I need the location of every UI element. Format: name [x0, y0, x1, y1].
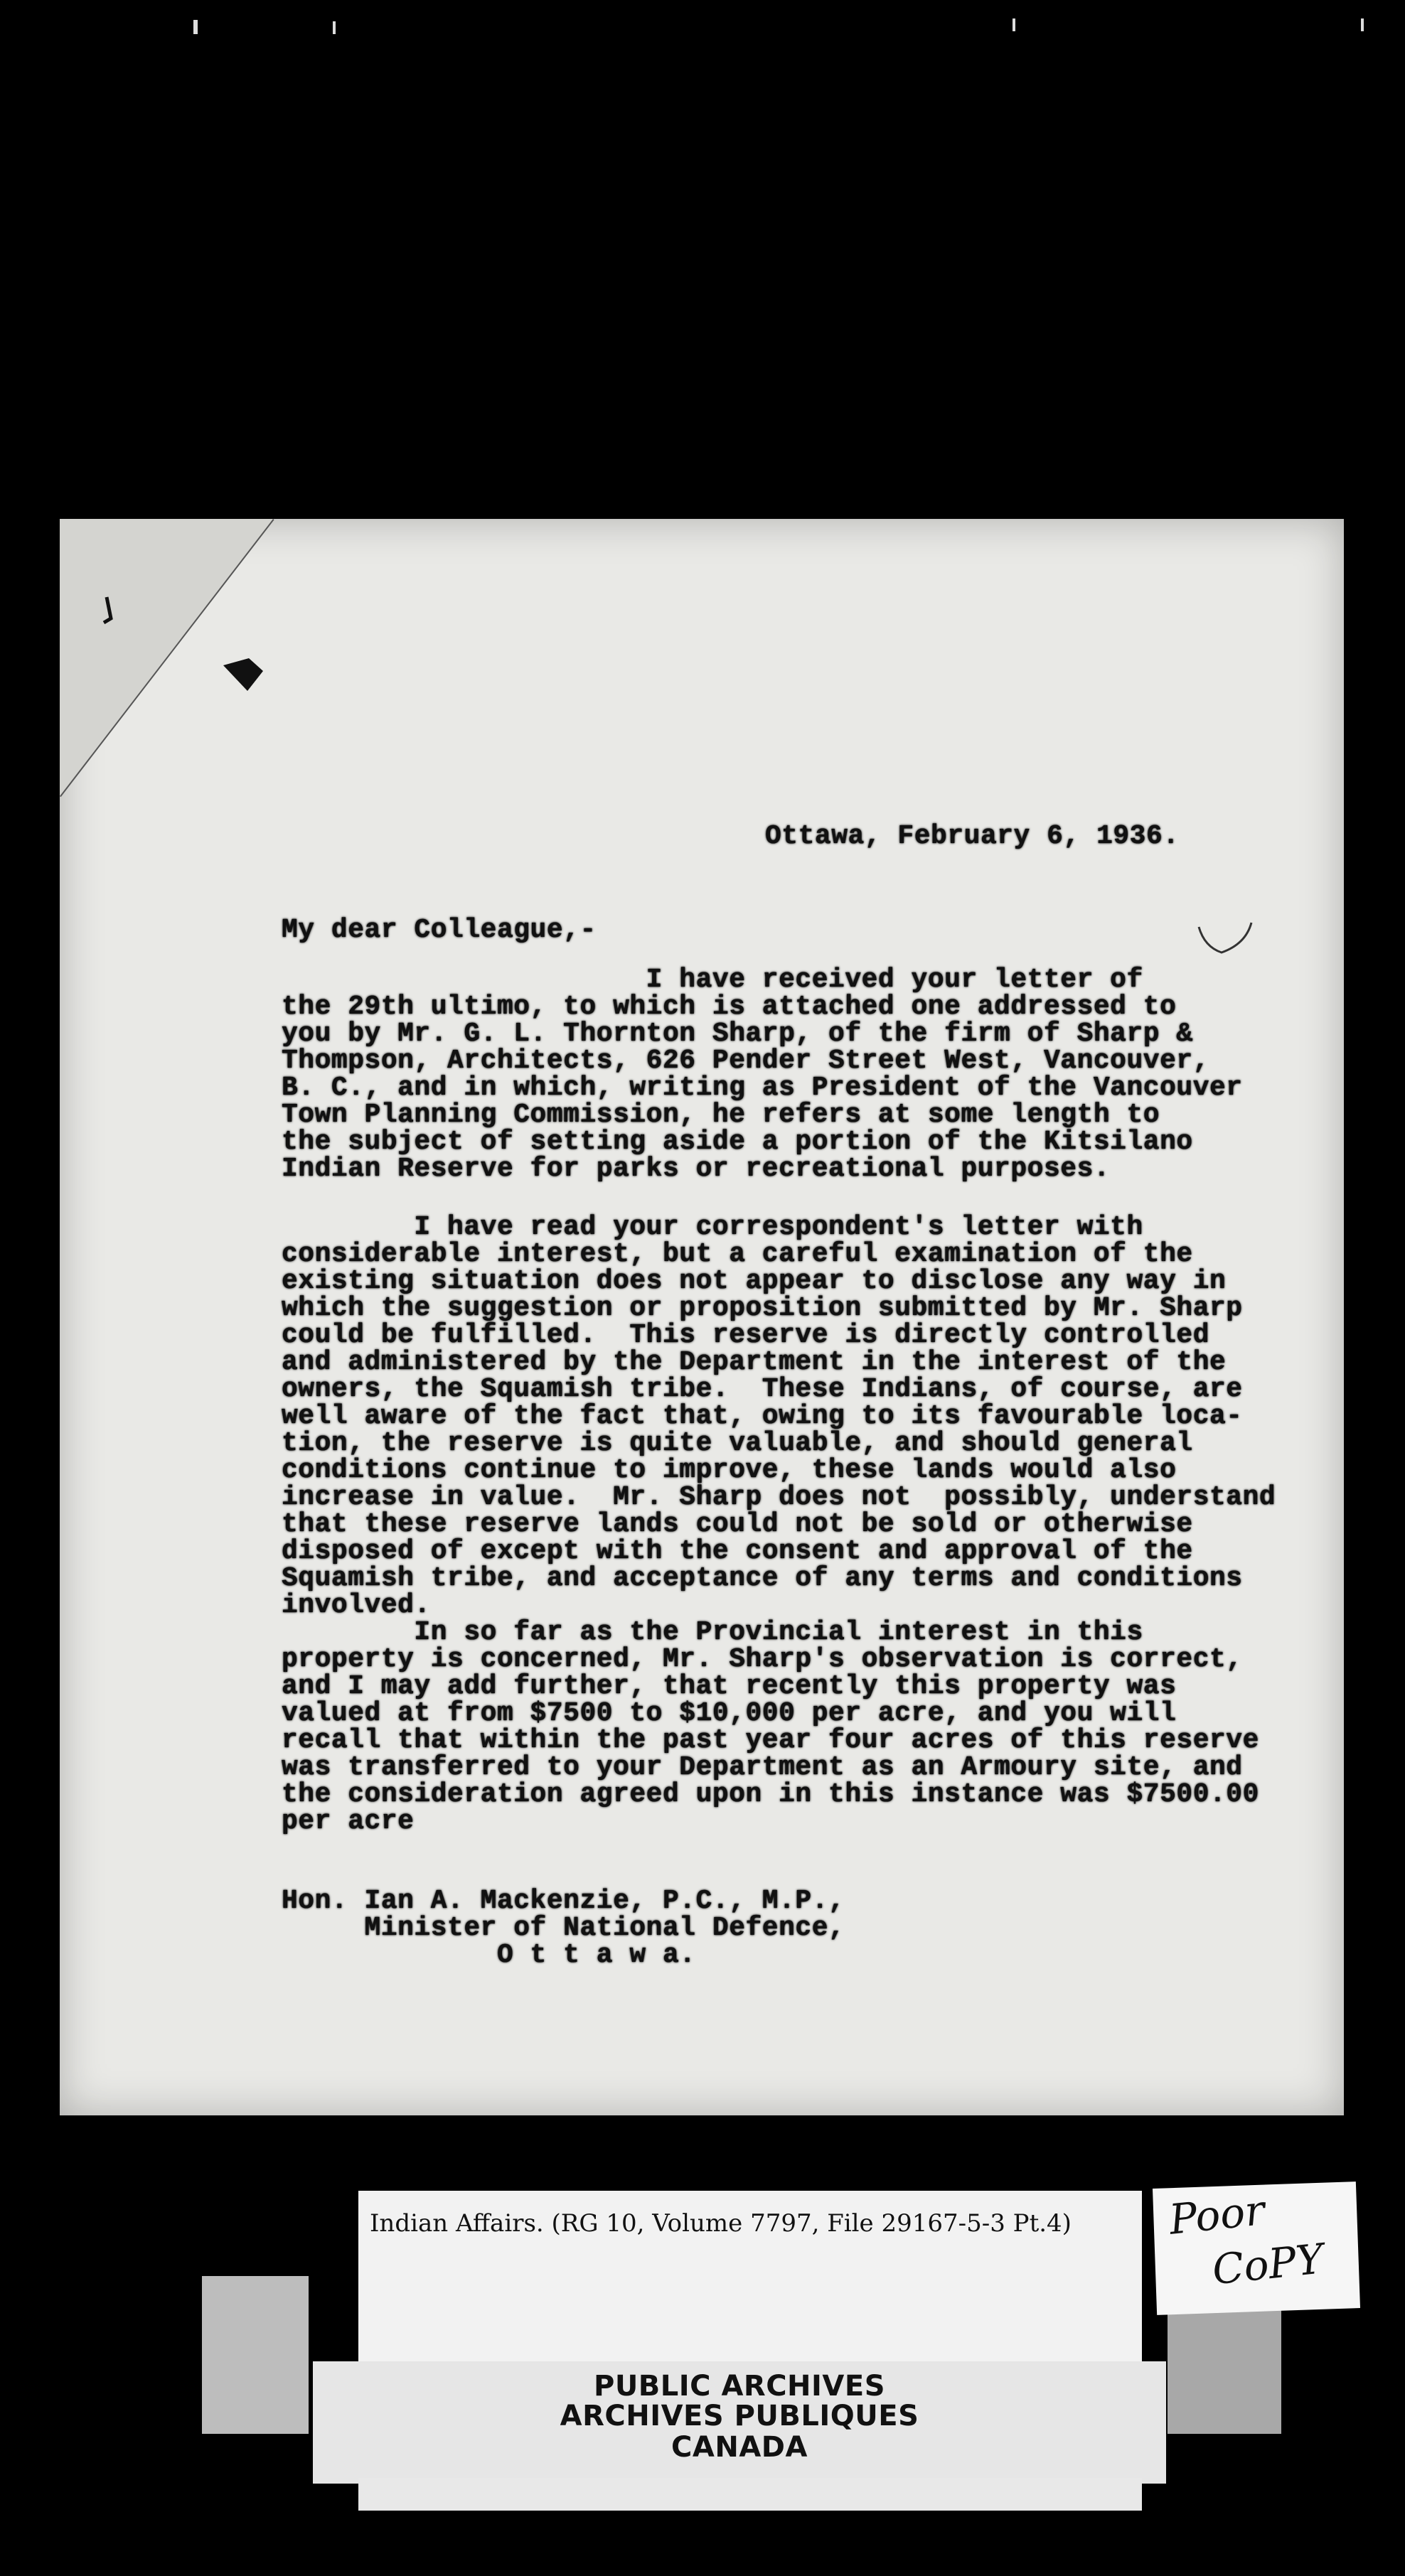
archive-reference: Indian Affairs. (RG 10, Volume 7797, File 29167-5-3 Pt.4): [370, 2209, 1072, 2238]
film-clip-left: [202, 2276, 309, 2434]
handwritten-note: [1153, 2181, 1360, 2315]
text-line: was transferred to your Department as an Armoury site, and: [282, 1752, 1243, 1783]
text-line: disposed of except with the consent and approval of the: [282, 1536, 1193, 1567]
text-line: owners, the Squamish tribe. These Indians, of course, are: [282, 1374, 1243, 1405]
text-line: tion, the reserve is quite valuable, and should general: [282, 1428, 1193, 1459]
letter-salutation: My dear Colleague,-: [282, 915, 597, 945]
film-clip-right: [1168, 2295, 1281, 2434]
text-line: I have received your letter of: [282, 965, 1143, 995]
handwritten-word: Poor: [1167, 2186, 1267, 2244]
text-line: I have read your correspondent's letter with: [282, 1212, 1143, 1243]
text-line: In so far as the Provincial interest in this: [282, 1617, 1143, 1648]
addressee-line: Hon. Ian A. Mackenzie, P.C., M.P.,: [282, 1886, 845, 1916]
stamp-line: CANADA: [671, 2431, 808, 2464]
label-bottom-strip: [358, 2478, 1142, 2511]
letter-date: Ottawa, February 6, 1936.: [765, 821, 1180, 852]
film-speck: [1013, 18, 1015, 31]
text-line: and administered by the Department in the interest of the: [282, 1347, 1227, 1378]
film-speck: [193, 20, 198, 34]
text-line: Thompson, Architects, 626 Pender Street West, Vancouver,: [282, 1046, 1210, 1076]
text-line: which the suggestion or proposition submitted by Mr. Sharp: [282, 1293, 1243, 1324]
text-line: well aware of the fact that, owing to its favourable loca-: [282, 1401, 1243, 1432]
addressee-line: O t t a w a.: [282, 1940, 696, 1970]
handwritten-word: CoPY: [1209, 2234, 1326, 2295]
text-line: Indian Reserve for parks or recreational purposes.: [282, 1154, 1111, 1184]
text-line: the consideration agreed upon in this instance was $7500.00: [282, 1779, 1259, 1810]
text-line: and I may add further, that recently this property was: [282, 1671, 1177, 1702]
letter-sheet: [60, 519, 1344, 2115]
text-line: the 29th ultimo, to which is attached one addressed to: [282, 992, 1177, 1022]
stamp-line: PUBLIC ARCHIVES: [594, 2370, 885, 2403]
film-speck: [333, 21, 336, 34]
text-line: that these reserve lands could not be sold or otherwise: [282, 1509, 1193, 1540]
text-line: considerable interest, but a careful examination of the: [282, 1239, 1193, 1270]
text-line: involved.: [282, 1590, 431, 1621]
stamp-line: ARCHIVES PUBLIQUES: [560, 2400, 919, 2432]
film-speck: [1361, 18, 1364, 31]
text-line: B. C., and in which, writing as President of the Vancouver: [282, 1073, 1243, 1103]
text-line: recall that within the past year four acres of this reserve: [282, 1725, 1259, 1756]
text-line: Squamish tribe, and acceptance of any terms and conditions: [282, 1563, 1243, 1594]
addressee-line: Minister of National Defence,: [282, 1913, 845, 1943]
text-line: property is concerned, Mr. Sharp's observation is correct,: [282, 1644, 1243, 1675]
text-line: you by Mr. G. L. Thornton Sharp, of the firm of Sharp &: [282, 1019, 1193, 1049]
text-line: the subject of setting aside a portion of the Kitsilano: [282, 1127, 1193, 1157]
text-line: Town Planning Commission, he refers at some length to: [282, 1100, 1160, 1130]
text-line: existing situation does not appear to disclose any way in: [282, 1266, 1227, 1297]
text-line: could be fulfilled. This reserve is directly controlled: [282, 1320, 1210, 1351]
text-line: increase in value. Mr. Sharp does not possibly, understand: [282, 1482, 1276, 1513]
text-line: per acre: [282, 1806, 415, 1837]
text-line: valued at from $7500 to $10,000 per acre, and you will: [282, 1698, 1177, 1729]
text-line: conditions continue to improve, these lands would also: [282, 1455, 1177, 1486]
